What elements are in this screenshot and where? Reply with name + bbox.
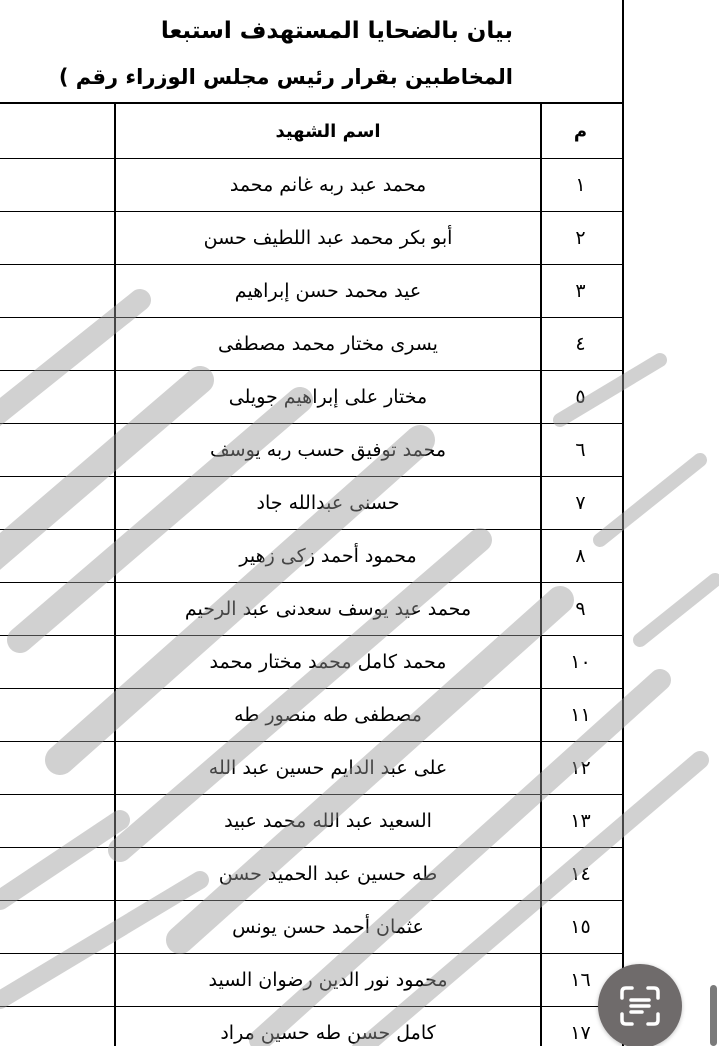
column-header-name: اسم الشهيد [275, 120, 381, 142]
row-number-cell: ٦ [575, 439, 586, 461]
martyr-name-cell: عثمان أحمد حسن يونس [232, 916, 424, 938]
martyr-name-cell: السعيد عبد الله محمد عبيد [224, 810, 432, 832]
martyr-name-cell: عيد محمد حسن إبراهيم [234, 280, 422, 302]
table-row [0, 371, 623, 424]
table-row [0, 530, 623, 583]
martyr-name-cell: أبو بكر محمد عبد اللطيف حسن [203, 227, 453, 249]
row-number-cell: ١٦ [570, 969, 591, 991]
table-row [0, 636, 623, 689]
row-number-cell: ١١ [570, 704, 591, 726]
martyr-name-cell: محمد عيد يوسف سعدنى عبد الرحيم [184, 598, 472, 620]
document-title: بيان بالضحايا المستهدف استبعا [160, 18, 513, 44]
row-number-cell: ٢ [575, 227, 586, 249]
table-row [0, 424, 623, 477]
row-number-cell: ٩ [575, 598, 586, 620]
scrollbar-thumb[interactable] [710, 985, 717, 1046]
row-number-cell: ٤ [575, 333, 586, 355]
table-row [0, 265, 623, 318]
martyr-name-cell: محمد توفيق حسب ربه يوسف [210, 439, 447, 461]
table-row [0, 901, 623, 954]
table-row [0, 318, 623, 371]
table-row [0, 477, 623, 530]
table-row [0, 954, 623, 1007]
victims-table [0, 102, 623, 1046]
table-row [0, 159, 623, 212]
table-header-row [0, 104, 623, 159]
row-number-cell: ٨ [575, 545, 586, 567]
table-row [0, 742, 623, 795]
row-number-cell: ١٥ [570, 916, 591, 938]
martyr-name-cell: محمد عبد ربه غانم محمد [229, 174, 427, 196]
table-body [0, 159, 623, 1046]
page-edge [622, 0, 624, 1046]
column-header-number: م [573, 120, 588, 142]
table-row [0, 689, 623, 742]
row-number-cell: ٥ [575, 386, 586, 408]
document-subtitle: المخاطبين بقرار رئيس مجلس الوزراء رقم ) [58, 65, 513, 89]
martyr-name-cell: طه حسين عبد الحميد حسن [218, 863, 438, 885]
table-row [0, 583, 623, 636]
martyr-name-cell: كامل حسن طه حسين مراد [220, 1022, 436, 1044]
table-row [0, 1007, 623, 1046]
row-number-cell: ٧ [575, 492, 586, 514]
row-number-cell: ١٣ [570, 810, 591, 832]
martyr-name-cell: محمود أحمد زكى زهير [239, 545, 417, 567]
text-scan-icon [617, 983, 663, 1029]
row-number-cell: ٣ [575, 280, 586, 302]
martyr-name-cell: مختار على إبراهيم جويلى [228, 386, 428, 408]
martyr-name-cell: حسنى عبدالله جاد [256, 492, 400, 514]
martyr-name-cell: محمد كامل محمد مختار محمد [209, 651, 447, 673]
martyr-name-cell: على عبد الدايم حسين عبد الله [208, 757, 448, 779]
row-number-cell: ١٢ [570, 757, 591, 779]
table-row [0, 212, 623, 265]
martyr-name-cell: مصطفى طه منصور طه [234, 704, 422, 726]
row-number-cell: ١٠ [570, 651, 591, 673]
table-row [0, 795, 623, 848]
row-number-cell: ١ [575, 174, 586, 196]
row-number-cell: ١٤ [570, 863, 591, 885]
text-scan-button[interactable] [598, 964, 682, 1046]
martyr-name-cell: محمود نور الدين رضوان السيد [208, 969, 448, 991]
row-number-cell: ١٧ [570, 1022, 591, 1044]
table-row [0, 848, 623, 901]
martyr-name-cell: يسرى مختار محمد مصطفى [218, 333, 438, 355]
